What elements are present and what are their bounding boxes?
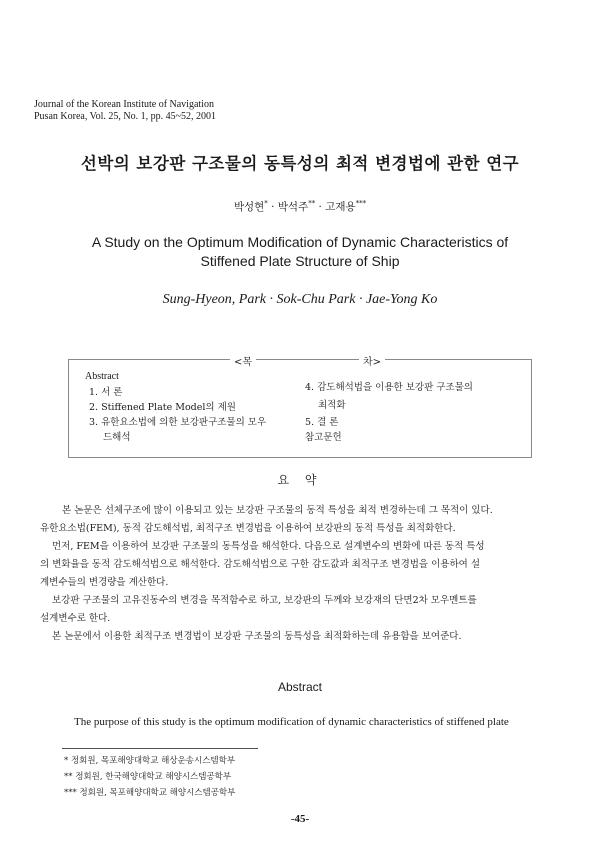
korean-authors — [0, 199, 600, 214]
author-separator: · — [267, 201, 278, 213]
toc-item: 최적화 — [318, 400, 346, 411]
footnote — [64, 785, 235, 801]
summary-line: 의 변화율을 동적 감도해석법으로 해석한다. 감도해석법으로 구한 감도값과 최적구조 변경법을 이용하여 설 — [40, 559, 481, 570]
footnote — [64, 769, 231, 785]
abstract-text: The purpose of this study is the optimum modification of dynamic characteristics of stiffened plate — [74, 716, 509, 728]
abstract-heading: Abstract — [277, 680, 322, 694]
summary-line: 본 논문은 선체구조에 많이 이용되고 있는 보강판 구조물의 동적 특성을 최적 변경하는데 그 목적이 있다. — [62, 505, 493, 516]
toc-heading-right: 차> — [359, 353, 385, 368]
footnote-divider — [62, 748, 258, 749]
toc-item: 2. Stiffened Plate Model의 제원 — [89, 402, 236, 413]
page-number: -45- — [290, 813, 310, 825]
summary-line: 본 논문에서 이용한 최적구조 변경법이 보강판 구조물의 동특성을 최적화하는데 유용함을 보여준다. — [52, 631, 462, 642]
footnote-mark: ** — [64, 772, 73, 782]
footnote-text: 정회원, 목포해양대학교 해양시스템공학부 — [79, 788, 236, 798]
summary-heading: 요 약 — [277, 473, 323, 487]
toc-item: 3. 유한요소법에 의한 보강판구조물의 모우 — [89, 417, 267, 428]
footnote-mark: * — [64, 756, 69, 766]
toc-heading-left: <목 — [230, 353, 256, 368]
toc-item: 5. 결 론 — [305, 417, 339, 428]
author-1-mark: * — [264, 199, 268, 208]
footnote-text: 정회원, 목포해양대학교 해상운송시스템학부 — [70, 756, 236, 766]
author-2: 박석주 — [277, 201, 309, 213]
author-2-mark: ** — [308, 199, 316, 208]
author-3-mark: *** — [355, 199, 367, 208]
summary-line: 유한요소법(FEM), 동적 감도해석법, 최적구조 변경법을 이용하여 보강판의 동적 특성을 최적화한다. — [40, 523, 456, 534]
toc-item: 4. 감도해석법을 이용한 보강판 구조물의 — [305, 382, 473, 393]
english-title — [0, 233, 600, 271]
english-title-line-1: A Study on the Optimum Modification of Dynamic Characteristics of — [91, 234, 509, 250]
author-3: 고재용 — [325, 201, 356, 213]
toc-item: 참고문헌 — [305, 432, 342, 443]
korean-title: 선박의 보강판 구조물의 동특성의 최적 변경법에 관한 연구 — [80, 154, 520, 173]
footnote-mark: *** — [64, 788, 77, 798]
toc-item: 드해석 — [103, 432, 131, 443]
summary-line: 계변수들의 변경량을 계산한다. — [40, 577, 169, 588]
journal-info — [34, 99, 216, 123]
summary-line: 먼저, FEM을 이용하여 보강판 구조물의 동특성을 해석한다. 다음으로 설계변수의 변화에 따른 동적 특성 — [52, 541, 485, 552]
english-authors: Sung-Hyeon, Park · Sok-Chu Park · Jae-Yong Ko — [162, 292, 438, 307]
english-title-line-2: Stiffened Plate Structure of Ship — [200, 253, 400, 269]
author-separator: · — [315, 201, 326, 213]
footnote-text: 정회원, 한국해양대학교 해양시스템공학부 — [75, 772, 232, 782]
journal-name: Journal of the Korean Institute of Navigation — [34, 99, 214, 110]
toc-abstract: Abstract — [85, 371, 119, 382]
summary-line: 설계변수로 한다. — [40, 613, 111, 624]
summary-line: 보강판 구조물의 고유진동수의 변경을 목적함수로 하고, 보강판의 두께와 보강재의 단면2차 모우멘트를 — [52, 595, 477, 606]
toc-item: 1. 서 론 — [89, 387, 123, 398]
author-1: 박성현 — [233, 201, 265, 213]
footnote — [64, 753, 235, 769]
journal-volume: Pusan Korea, Vol. 25, No. 1, pp. 45~52, 2001 — [34, 111, 216, 122]
